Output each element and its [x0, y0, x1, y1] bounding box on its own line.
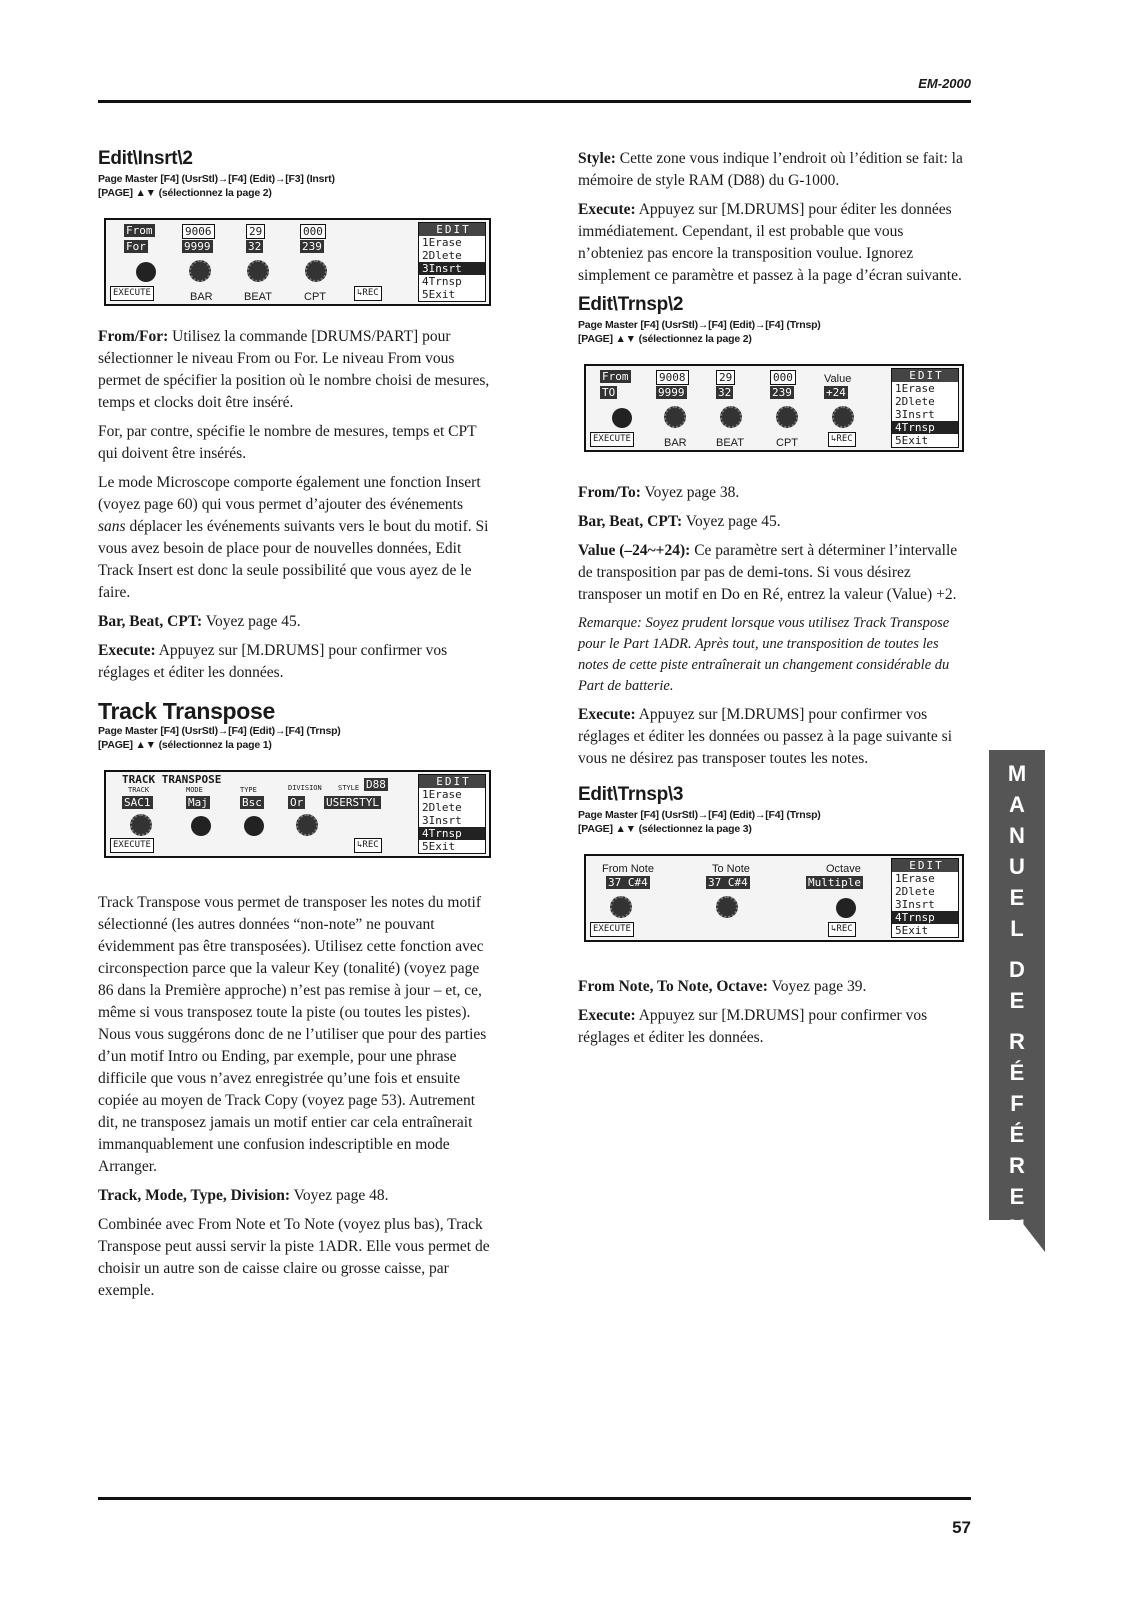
para: From/For: Utilisez la commande [DRUMS/PART] pour sélectionner le niveau From ou For. Le niveau From vous permet de spécifier la position où le nombre choisi de mesures, temps et clocks doit être inséré. — [98, 328, 490, 411]
lcd-label: DIVISION — [288, 784, 322, 792]
dial-icon — [130, 814, 152, 836]
lcd-label: To Note — [712, 863, 750, 875]
lcd-val: 37 C#4 — [608, 876, 648, 889]
nav-page: [PAGE] ▲▼ (sélectionnez la page 3) — [578, 823, 752, 835]
lcd-transpose-page2 — [584, 364, 964, 452]
lcd-val: 9999 — [184, 240, 211, 253]
para: Style: Cette zone vous indique l’endroit où l’édition se fait: la mémoire de style RAM (D88) du G-1000. — [578, 150, 963, 189]
lcd-value-label: Value — [824, 373, 852, 385]
section-title: Track Transpose — [98, 698, 276, 724]
lcd-val: 37 C#4 — [708, 876, 748, 889]
knob-icon — [612, 408, 632, 428]
right-column — [578, 148, 970, 1056]
lcd-bar-label: BAR — [664, 437, 687, 449]
left-column — [98, 148, 490, 1309]
lcd-rec: ↳REC — [354, 838, 382, 853]
lcd-rec: ↳REC — [828, 922, 856, 937]
dial-icon — [776, 406, 798, 428]
header-model: EM-2000 — [918, 76, 971, 91]
dial-icon — [832, 406, 854, 428]
lcd-val: Maj — [188, 796, 208, 809]
para: Execute: Appuyez sur [M.DRUMS] pour éditer les données immédiatement. Cependant, il est probable que vous n’obteniez pas encore la transposition voulue. Ignorez simplement ce paramètre et passez à la page d’écran suivante. — [578, 201, 962, 284]
para: Le mode Microscope comporte également une fonction Insert (voyez page 60) qui vous permet d’ajouter des événements sans déplacer les événements suivants vers le bout du motif. Si vous avez besoin de place pour de nouvelles données, Edit Track Insert est donc la seule possibilité que vous ayez de le faire. — [98, 474, 489, 601]
lcd-val: 32 — [248, 240, 262, 253]
para: Track Transpose vous permet de transposer les notes du motif sélectionné (les autres données “non-note” ne pouvant évidemment pas être transposées). Utilisez cette fonction avec circonspection parce que la valeur Key (tonalité) (voyez page 86 dans la Première approche) n’est pas remise à jour – et, ce, même si vous transposez toute la piste (ou toutes les pistes). Nous vous suggérons donc de ne l’utiliser que pour des parties d’un motif Intro ou Ending, par exemple, pour une phrase difficile que vous n’avez enregistrée qu’une fois et ensuite copiée au moyen de Track Copy (voyez page 53). Autrement dit, ne transposez jamais un motif entier car cela entraînerait immanquablement une confusion indescriptible en mode Arranger. — [98, 894, 487, 1175]
sidebar-label: M A N U E L D E R É F É R E N C E — [1007, 761, 1027, 1302]
lcd-val: 239 — [772, 386, 792, 399]
lcd-val: 000 — [300, 224, 326, 239]
para: Bar, Beat, CPT: Voyez page 45. — [98, 613, 301, 630]
lcd-beat-label: BEAT — [244, 291, 272, 303]
dial-icon — [716, 896, 738, 918]
lcd-label: TYPE — [240, 786, 257, 794]
lcd-from: From — [126, 224, 153, 237]
knob-icon — [244, 816, 264, 836]
lcd-execute: EXECUTE — [590, 922, 634, 937]
lcd-edit-menu: EDIT 1Erase 2Dlete 3Insrt 4Trnsp 5Exit — [418, 774, 486, 854]
lcd-edit-menu: EDIT 1Erase 2Dlete 3Insrt 4Trnsp 5Exit — [891, 858, 959, 938]
lcd-for: For — [126, 240, 146, 253]
para: Combinée avec From Note et To Note (voyez plus bas), Track Transpose peut aussi servir la piste 1ADR. Elle vous permet de choisir un autre son de caisse claire ou grosse caisse, par exemple. — [98, 1216, 490, 1299]
lcd-rec: ↳REC — [354, 286, 382, 301]
para: Execute: Appuyez sur [M.DRUMS] pour confirmer vos réglages et éditer les données ou passez à la page suivante si vous ne désirez pas transposer toutes les notes. — [578, 706, 953, 767]
para: For, par contre, spécifie le nombre de mesures, temps et CPT qui doivent être insérés. — [98, 423, 477, 462]
lcd-insert-page2 — [104, 218, 491, 306]
knob-icon — [136, 262, 156, 282]
section-title: Edit\Insrt\2 — [98, 148, 193, 169]
lcd-val: 29 — [716, 370, 735, 385]
lcd-val: Multiple — [808, 876, 861, 889]
lcd-beat-label: BEAT — [716, 437, 744, 449]
lcd-bar-label: BAR — [190, 291, 213, 303]
section-title: Edit\Trnsp\3 — [578, 784, 684, 805]
dial-icon — [610, 896, 632, 918]
lcd-cpt-label: CPT — [304, 291, 326, 303]
lcd-track-transpose — [104, 770, 491, 858]
lcd-label: STYLE — [338, 784, 360, 792]
knob-icon — [836, 898, 856, 918]
dial-icon — [189, 260, 211, 282]
lcd-val: USERSTYL — [326, 796, 379, 809]
lcd-label: From Note — [602, 863, 654, 875]
nav-path: Page Master [F4] (UsrStl)→[F4] (Edit)→[F4] (Trnsp) — [98, 725, 341, 737]
para: Value (–24~+24): Ce paramètre sert à déterminer l’intervalle de transposition par pas de demi-tons. Si vous désirez transposer un motif en Do en Ré, entrez la valeur (Value) +2. — [578, 542, 958, 603]
lcd-val: 000 — [770, 370, 796, 385]
knob-icon — [191, 816, 211, 836]
dial-icon — [305, 260, 327, 282]
dial-icon — [247, 260, 269, 282]
para: From/To: Voyez page 38. — [578, 484, 740, 501]
dial-icon — [720, 406, 742, 428]
lcd-edit-menu: EDIT 1Erase 2Dlete 3Insrt 4Trnsp 5Exit — [418, 222, 486, 302]
nav-page: [PAGE] ▲▼ (sélectionnez la page 2) — [578, 333, 752, 345]
lcd-val: 29 — [246, 224, 265, 239]
nav-page: [PAGE] ▲▼ (sélectionnez la page 2) — [98, 187, 272, 199]
lcd-val: 9999 — [658, 386, 685, 399]
lcd-val: 9006 — [182, 224, 215, 239]
lcd-val: D88 — [366, 778, 386, 791]
dial-icon — [664, 406, 686, 428]
note: Remarque: Soyez prudent lorsque vous utilisez Track Transpose pour le Part 1ADR. Après tout, une transposition de toutes les notes de cette piste entraînerait un changement considérable du Part de batterie. — [578, 615, 950, 694]
lcd-cpt-label: CPT — [776, 437, 798, 449]
lcd-val: SAC1 — [124, 796, 151, 809]
lcd-val: +24 — [826, 386, 846, 399]
lcd-to: TO — [602, 386, 616, 399]
para: Track, Mode, Type, Division: Voyez page 48. — [98, 1187, 389, 1204]
lcd-val: Bsc — [242, 796, 262, 809]
para: Execute: Appuyez sur [M.DRUMS] pour confirmer vos réglages et éditer les données. — [578, 1007, 928, 1046]
lcd-val: 239 — [302, 240, 322, 253]
lcd-title: TRACK TRANSPOSE — [122, 773, 222, 786]
nav-path: Page Master [F4] (UsrStl)→[F4] (Edit)→[F4] (Trnsp) — [578, 319, 821, 331]
lcd-label: TRACK — [128, 786, 150, 794]
nav-path: Page Master [F4] (UsrStl)→[F4] (Edit)→[F4] (Trnsp) — [578, 809, 821, 821]
para: From Note, To Note, Octave: Voyez page 39. — [578, 978, 867, 995]
lcd-label: MODE — [186, 786, 203, 794]
lcd-execute: EXECUTE — [110, 286, 154, 301]
bottom-rule — [98, 1497, 971, 1500]
lcd-execute: EXECUTE — [590, 432, 634, 447]
nav-page: [PAGE] ▲▼ (sélectionnez la page 1) — [98, 739, 272, 751]
nav-path: Page Master [F4] (UsrStl)→[F4] (Edit)→[F3] (Insrt) — [98, 173, 335, 185]
lcd-edit-menu: EDIT 1Erase 2Dlete 3Insrt 4Trnsp 5Exit — [891, 368, 959, 448]
lcd-val: 32 — [718, 386, 732, 399]
lcd-from: From — [602, 370, 629, 383]
lcd-rec: ↳REC — [828, 432, 856, 447]
lcd-transpose-page3 — [584, 854, 964, 942]
dial-icon — [296, 814, 318, 836]
lcd-execute: EXECUTE — [110, 838, 154, 853]
lcd-val: Or — [290, 796, 304, 809]
para: Bar, Beat, CPT: Voyez page 45. — [578, 513, 781, 530]
page-number: 57 — [952, 1518, 971, 1537]
lcd-val: 9008 — [656, 370, 689, 385]
lcd-label: Octave — [826, 863, 861, 875]
para: Execute: Appuyez sur [M.DRUMS] pour confirmer vos réglages et éditer les données. — [98, 642, 448, 681]
top-rule — [98, 100, 971, 103]
section-title: Edit\Trnsp\2 — [578, 294, 684, 315]
